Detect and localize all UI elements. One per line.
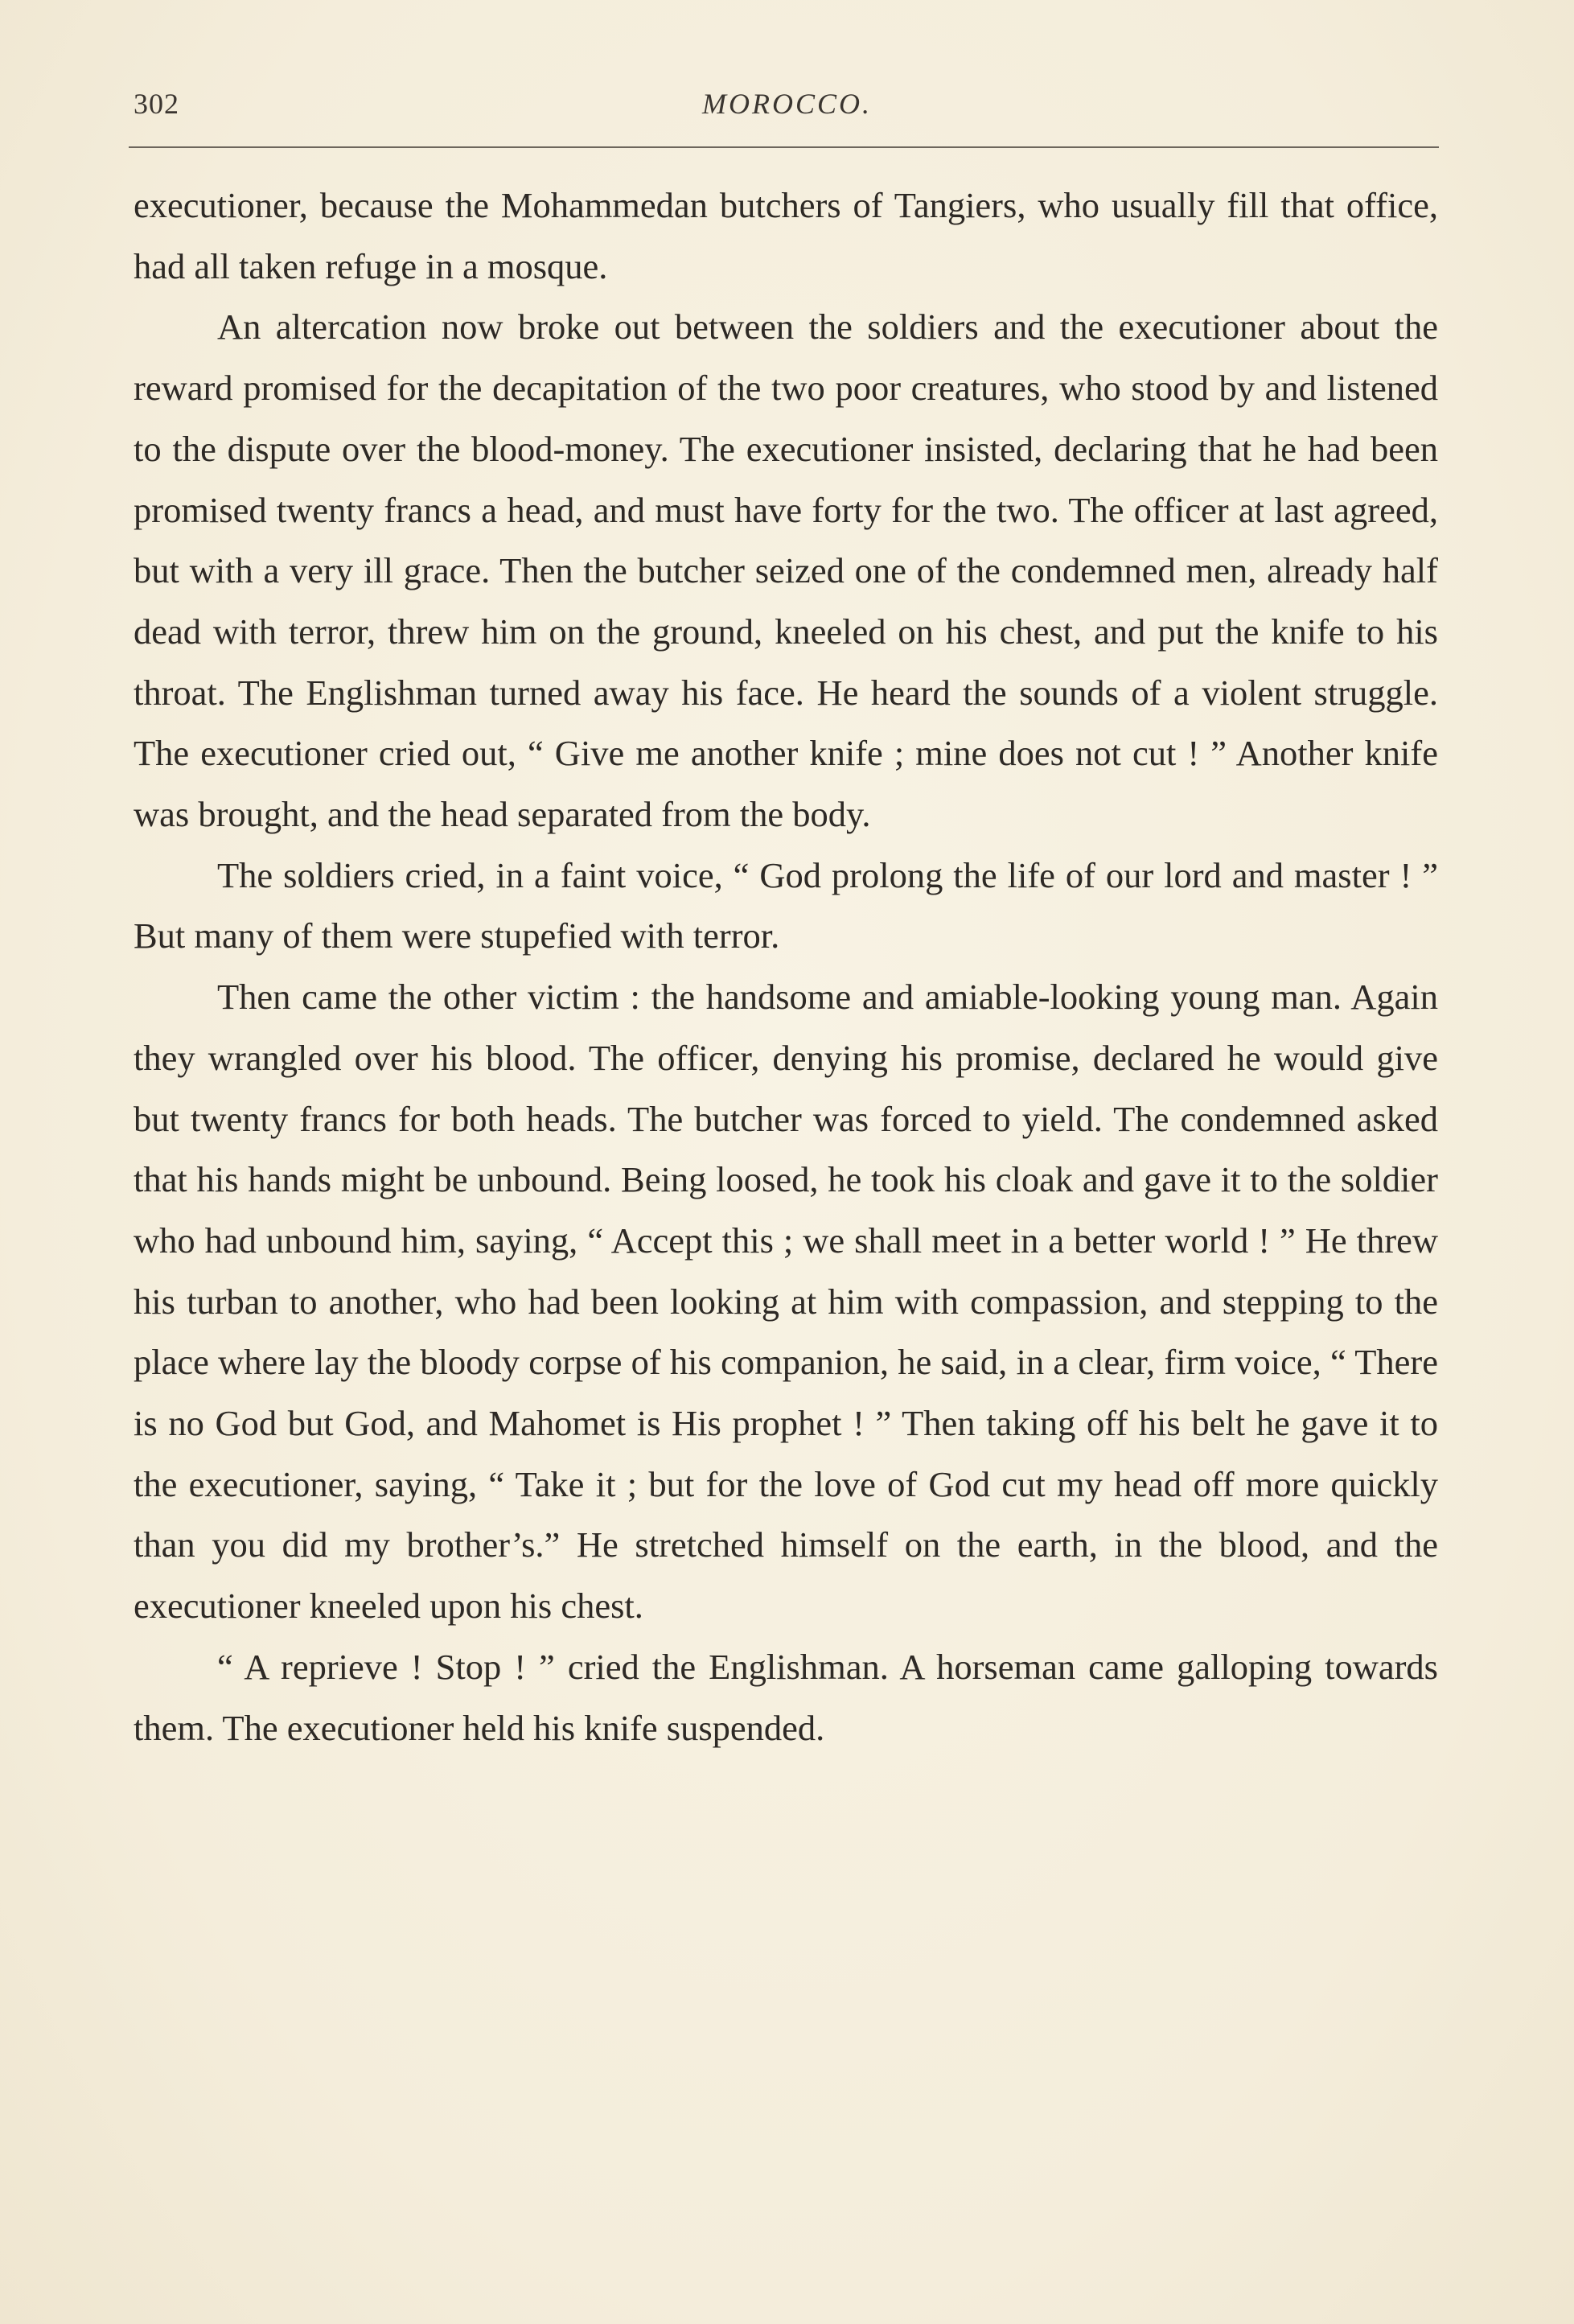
running-title: MOROCCO. xyxy=(702,88,872,120)
page-number: 302 xyxy=(134,88,179,120)
page-header xyxy=(134,87,1440,135)
paragraph-continued: executioner, because the Mohammedan butchers of Tangiers, who usually fill that office, had all taken refuge in a mosque. xyxy=(134,185,1438,286)
header-rule xyxy=(129,146,1439,148)
paragraph: “ A reprieve ! Stop ! ” cried the Englishman. A horseman came galloping towards them. The executioner held his knife suspended. xyxy=(134,1646,1438,1748)
paragraph: An altercation now broke out between the soldiers and the executioner about the reward promised for the decapitation of the two poor creatures, who stood by and listened to the dispute over the blood-money. The executioner insisted, declaring that he had been promised twenty francs a head, and must have forty for the two. The officer at last agreed, but with a very ill grace. Then the butcher seized one of the condemned men, already half dead with terror, threw him on the ground, kneeled on his chest, and put the knife to his throat. The Englishman turned away his face. He heard the sounds of a violent struggle. The executioner cried out, “ Give me another knife ; mine does not cut ! ” Another knife was brought, and the head separated from the body. xyxy=(134,306,1438,835)
paragraph: The soldiers cried, in a faint voice, “ God prolong the life of our lord and master ! ” But many of them were stupefied with terror. xyxy=(134,854,1438,956)
paragraph: Then came the other victim : the handsome and amiable-looking young man. Again they wrangled over his blood. The officer, denying his promise, declared he would give but twenty francs for both heads. The butcher was forced to yield. The condemned asked that his hands might be unbound. Being loosed, he took his cloak and gave it to the soldier who had unbound him, saying, “ Accept this ; we shall meet in a better world ! ” He threw his turban to another, who had been looking at him with compassion, and stepping to the place where lay the bloody corpse of his companion, he said, in a clear, firm voice, “ There is no God but God, and Mahomet is His prophet ! ” Then taking off his belt he gave it to the executioner, saying, “ Take it ; but for the love of God cut my head off more quickly than you did my brother’s.” He stretched himself on the earth, in the blood, and the executioner kneeled upon his chest. xyxy=(134,977,1438,1627)
body-text xyxy=(134,175,1438,1758)
